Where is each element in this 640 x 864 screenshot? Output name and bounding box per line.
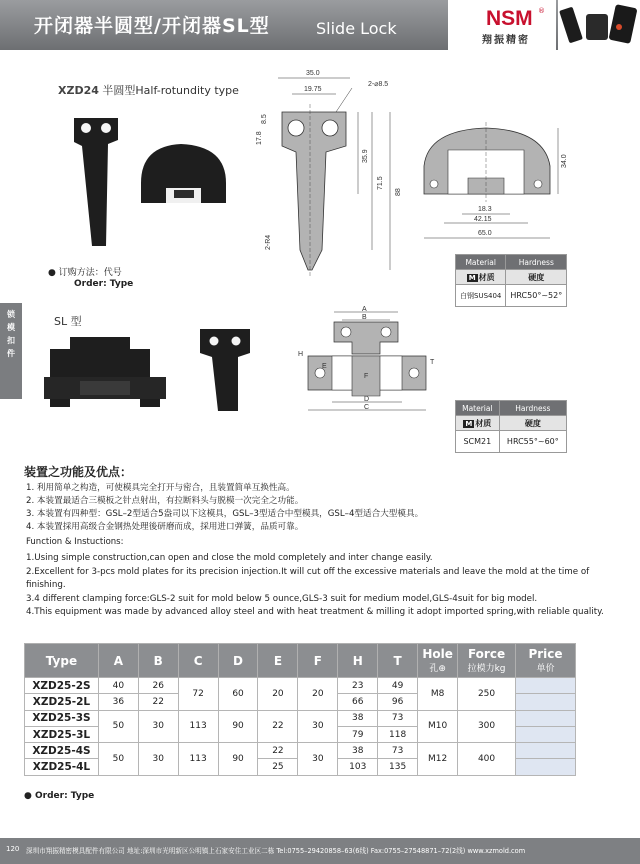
col-c: C (178, 644, 218, 678)
half-round-side-drawing (418, 122, 568, 246)
type-cell: XZD25-2L (25, 694, 99, 710)
hardness-subheader: 硬度 (499, 416, 566, 431)
material-table-2 (455, 400, 567, 453)
t-cell: 49 (378, 678, 418, 694)
price-cell (516, 710, 576, 726)
c-cell: 72 (178, 678, 218, 711)
t-cell: 135 (378, 759, 418, 775)
col-force: Force 拉模力kg (458, 644, 516, 678)
dim-e: E (322, 363, 327, 370)
m-mark: M (468, 273, 476, 282)
half-round-front-drawing (248, 64, 428, 278)
dim-178: 17.8 (256, 131, 263, 145)
t-cell: 118 (378, 726, 418, 742)
dim-715: 71.5 (377, 176, 384, 190)
dim-359: 35.9 (362, 149, 369, 163)
dim-65: 65.0 (478, 230, 492, 237)
function-en-3: 3.4 different clamping force:GLS-2 suit for mold below 5 ounce,GLS-3 suit for medium model,GLS-4suit for big model. (26, 594, 538, 604)
force-cell: 300 (458, 710, 516, 743)
hardness-value: HRC55°~60° (499, 431, 566, 453)
hardness-value: HRC50°~52° (506, 285, 567, 307)
feature-cn-3: 3. 本装置有四种型：GSL–2型适合5盎司以下这模具，GSL–3型适合中型模具，GSL–4型适合大型模具。 (26, 509, 424, 519)
f-cell: 30 (298, 743, 338, 776)
sl-technical-drawing (294, 304, 444, 416)
table-row (25, 678, 576, 694)
price-cell (516, 678, 576, 694)
dim-a: A (362, 306, 367, 313)
e-cell: 25 (258, 759, 298, 775)
sl-type-title: SL 型 (54, 315, 82, 328)
t-cell: 73 (378, 743, 418, 759)
dim-4215: 42.15 (474, 216, 492, 223)
table-row (25, 710, 576, 726)
b-cell: 26 (138, 678, 178, 694)
e-cell: 22 (258, 743, 298, 759)
material-value: 白钢SUS404 (456, 285, 506, 307)
col-f: F (298, 644, 338, 678)
col-price: Price 单价 (516, 644, 576, 678)
b-cell: 30 (138, 710, 178, 743)
col-d: D (218, 644, 258, 678)
dim-f: F (364, 373, 369, 380)
d-cell: 90 (218, 743, 258, 776)
order-method-en: Order: Type (74, 279, 134, 289)
page-number: 120 (6, 845, 20, 853)
feature-cn-2: 2. 本装置最适合三模板之针点射出，有拉断料头与脱模一次完全之功能。 (26, 496, 304, 506)
page-title: 开闭器半圆型/开闭器SL型 (34, 15, 270, 37)
function-en-4: 4.This equipment was made by advanced alloy steel and with heat treatment & milling it adopt imported spring,with reliable quality. (26, 607, 604, 617)
type-cell: XZD25-4S (25, 743, 99, 759)
material-value: SCM21 (456, 431, 500, 453)
registered-mark: ® (538, 7, 545, 15)
d-cell: 90 (218, 710, 258, 743)
b-cell: 22 (138, 694, 178, 710)
dim-85: 8.5 (261, 114, 268, 124)
dim-c: C (364, 404, 370, 411)
c-cell: 113 (178, 743, 218, 776)
function-en-2: 2.Excellent for 3-pcs mold plates for its precision injection.It will cut off the excessive materials and leave the mold at the time of (26, 567, 590, 577)
type-cell: XZD25-3L (25, 726, 99, 742)
a-cell: 40 (98, 678, 138, 694)
a-cell: 50 (98, 710, 138, 743)
h-cell: 79 (338, 726, 378, 742)
hardness-header: Hardness (499, 401, 566, 416)
e-cell: 20 (258, 678, 298, 711)
material-header: Material (456, 401, 500, 416)
footer-contact: 深圳市翔振精密模具配件有限公司 地址:深圳市光明新区公明镇上石家安住工业区二栋 Tel:0755–29420858–63(6线) Fax:0755–27548871–72(2线) www.xzmold.com (26, 847, 526, 855)
e-cell: 22 (258, 710, 298, 743)
b-cell: 30 (138, 743, 178, 776)
material-header: Material (456, 255, 506, 270)
col-h: H (338, 644, 378, 678)
hole-cell: M10 (418, 710, 458, 743)
dim-t: T (430, 359, 435, 366)
material-table-1 (455, 254, 567, 307)
feature-cn-4: 4. 本装置採用高级合金钢热处理後研磨而成，採用进口弹簧，品质可靠。 (26, 522, 304, 532)
h-cell: 66 (338, 694, 378, 710)
c-cell: 113 (178, 710, 218, 743)
type-cell: XZD25-4L (25, 759, 99, 775)
spec-table (24, 643, 576, 776)
force-cell: 400 (458, 743, 516, 776)
type-cell: XZD25-3S (25, 710, 99, 726)
t-cell: 73 (378, 710, 418, 726)
col-t: T (378, 644, 418, 678)
hole-cell: M8 (418, 678, 458, 711)
function-en-2-cont: finishing. (26, 580, 66, 590)
t-cell: 96 (378, 694, 418, 710)
features-title: 装置之功能及优点： (24, 465, 133, 479)
m-mark: M (465, 419, 473, 428)
hardness-header: Hardness (506, 255, 567, 270)
model-title (58, 82, 239, 98)
force-cell: 250 (458, 678, 516, 711)
h-cell: 38 (338, 743, 378, 759)
dim-2r4: 2-R4 (265, 234, 272, 250)
col-hole: Hole 孔⊕ (418, 644, 458, 678)
brand-logo: NSM (486, 7, 533, 30)
price-cell (516, 759, 576, 775)
model-desc: 半圆型Half-rotundity type (102, 84, 239, 97)
col-b: B (138, 644, 178, 678)
dim-h: H (298, 351, 304, 358)
h-cell: 23 (338, 678, 378, 694)
header-product-photo (558, 0, 640, 50)
hardness-subheader: 硬度 (506, 270, 567, 285)
brand-logo-cn: 翔振精密 (482, 35, 530, 46)
h-cell: 103 (338, 759, 378, 775)
dim-35: 35.0 (306, 70, 320, 77)
price-cell (516, 726, 576, 742)
col-type: Type (25, 644, 99, 678)
hole-cell: M12 (418, 743, 458, 776)
h-cell: 38 (338, 710, 378, 726)
material-subheader: M 材质 (456, 270, 506, 285)
order-method-cn: ● 订购方法：代号 (48, 268, 122, 278)
side-category-label: 锁模扣件 (7, 310, 15, 358)
a-cell: 50 (98, 743, 138, 776)
table-row (25, 743, 576, 759)
a-cell: 36 (98, 694, 138, 710)
f-cell: 20 (298, 678, 338, 711)
dim-34: 34.0 (561, 154, 568, 168)
price-cell (516, 743, 576, 759)
function-en-1: 1.Using simple construction,can open and close the mold completely and inter change easily. (26, 553, 433, 563)
f-cell: 30 (298, 710, 338, 743)
dim-2-phi85: 2-⌀8.5 (368, 81, 389, 88)
dim-88: 88 (395, 188, 402, 196)
dim-b: B (362, 314, 367, 321)
dim-d: D (364, 396, 370, 403)
functions-title: Function & Instuctions: (26, 537, 124, 547)
dim-1975: 19.75 (304, 86, 322, 93)
spec-header-row (25, 644, 576, 678)
price-cell (516, 694, 576, 710)
d-cell: 60 (218, 678, 258, 711)
sl-product-photo (40, 325, 276, 425)
half-round-product-photo (66, 108, 236, 258)
model-code: XZD24 (58, 84, 99, 97)
col-e: E (258, 644, 298, 678)
dim-183: 18.3 (478, 206, 492, 213)
type-cell: XZD25-2S (25, 678, 99, 694)
page-subtitle: Slide Lock (316, 19, 397, 38)
order-type-note: ● Order: Type (24, 791, 95, 801)
material-subheader: M 材质 (456, 416, 500, 431)
feature-cn-1: 1. 利用简单之构造，可使模具完全打开与密合，且装置简单互换性高。 (26, 483, 295, 493)
col-a: A (98, 644, 138, 678)
